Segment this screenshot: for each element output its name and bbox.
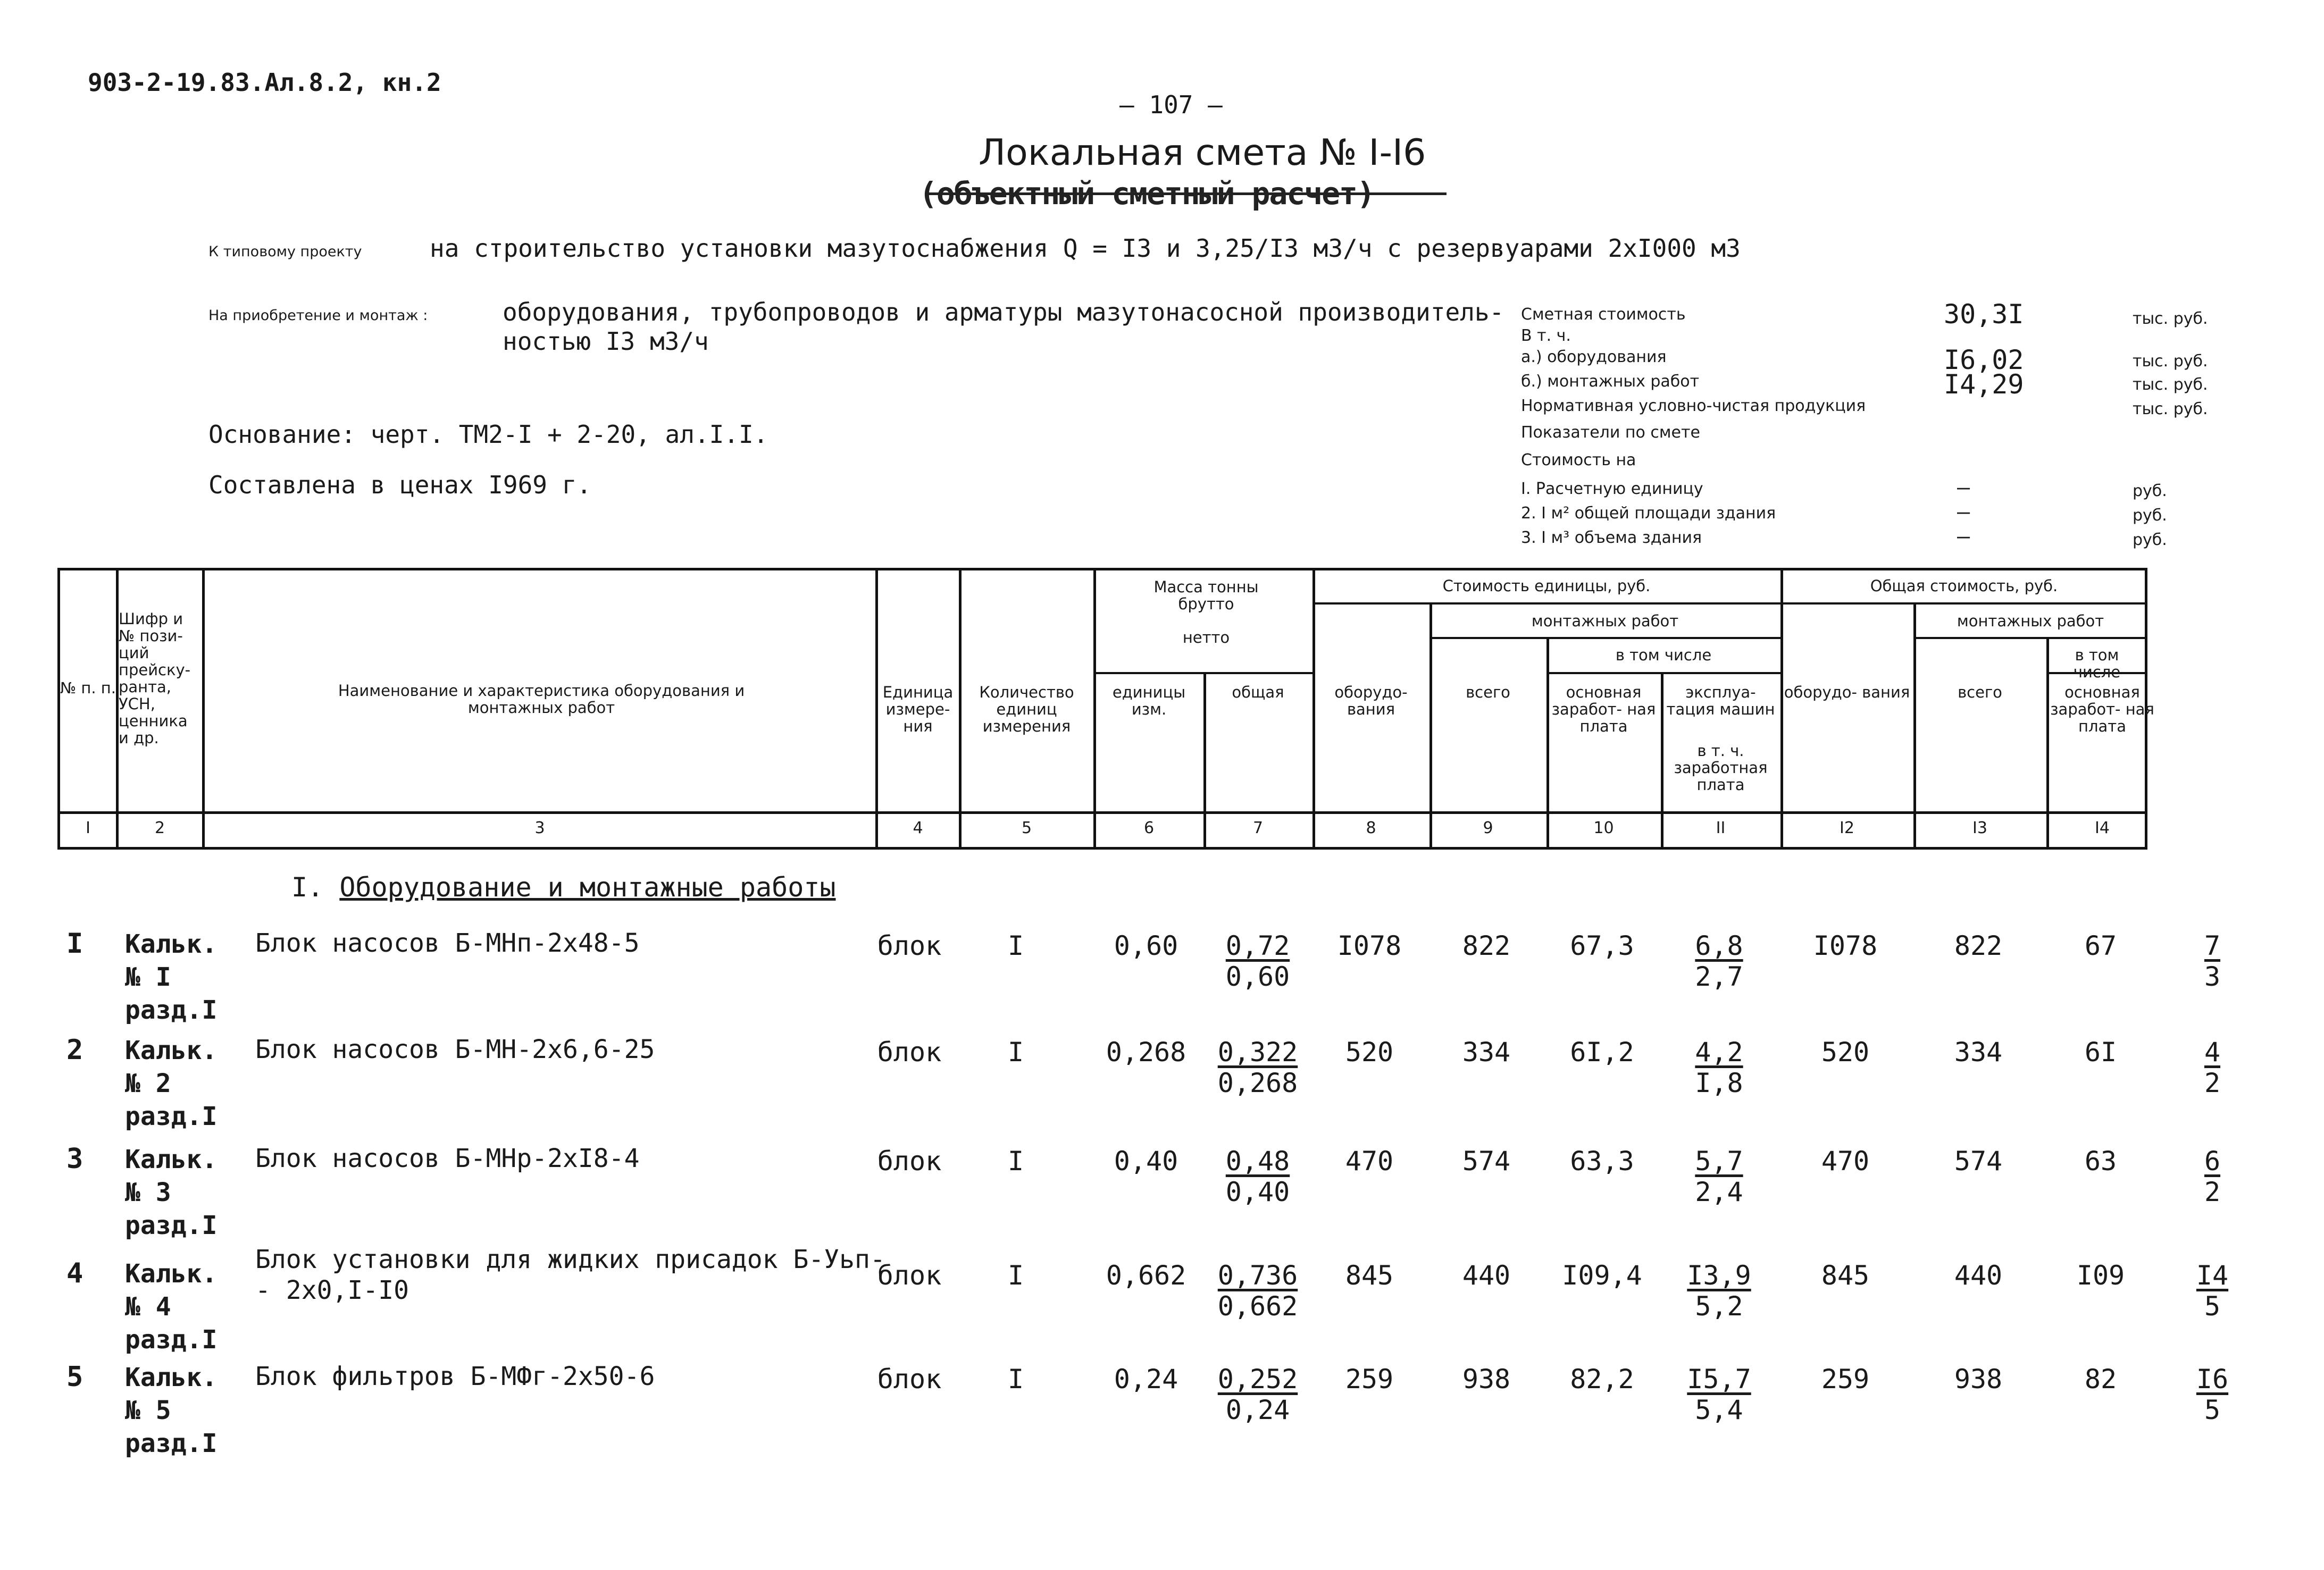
- row-machines-unit-top: 6,8: [1695, 930, 1743, 961]
- row-unit: блок: [877, 1364, 942, 1395]
- summary-value: –: [1957, 524, 1970, 549]
- header-mass-netto: нетто: [1182, 628, 1230, 647]
- row-machines-total-top: 6: [2204, 1146, 2221, 1177]
- row-number: 4: [66, 1257, 83, 1289]
- summary-unit: тыс. руб.: [2133, 400, 2208, 418]
- row-code: [125, 1361, 217, 1460]
- row-name-line: - 2х0,I-I0: [255, 1275, 409, 1305]
- table-header: [57, 568, 2147, 850]
- header-col8: оборудо- вания: [1334, 683, 1408, 718]
- row-name: [255, 928, 639, 959]
- row-machines-total-bottom: 5: [2204, 1291, 2221, 1322]
- row-equipment-unit-cost: I078: [1337, 930, 1402, 961]
- row-install-total: 440: [1954, 1260, 2003, 1291]
- col-number: 4: [913, 819, 923, 837]
- row-install-total-unit: 334: [1462, 1037, 1511, 1068]
- row-wage-total: 82: [2084, 1364, 2117, 1395]
- row-mass-unit: 0,40: [1114, 1146, 1178, 1177]
- summary-label: 2. I м² общей площади здания: [1521, 504, 1776, 523]
- header-col10: основная заработ- ная плата: [1551, 683, 1656, 735]
- section-name: Оборудование и монтажные работы: [339, 872, 836, 903]
- row-mass-unit: 0,60: [1114, 930, 1178, 961]
- summary-unit: тыс. руб.: [2133, 375, 2208, 394]
- group-line: [1429, 637, 1780, 639]
- group-line: [1546, 672, 1780, 674]
- row-code: [125, 1143, 217, 1242]
- section-number: I.: [291, 872, 324, 903]
- header-install-works: монтажных работ: [1531, 612, 1679, 630]
- row-mass-total: [1205, 1364, 1311, 1425]
- summary-unit: тыс. руб.: [2133, 352, 2208, 371]
- summary-value: –: [1957, 475, 1970, 500]
- row-unit: блок: [877, 1260, 942, 1291]
- row-machines-total-bottom: 2: [2204, 1068, 2221, 1098]
- row-machines-total-top: 7: [2204, 930, 2221, 961]
- summary-value: I6,02: [1944, 345, 2024, 375]
- row-mass-total-bottom: 0,662: [1217, 1291, 1298, 1322]
- col-number: 10: [1593, 819, 1614, 837]
- header-col9: всего: [1466, 683, 1510, 701]
- basis-text: Основание: черт. ТМ2-I + 2-20, ал.I.I.: [208, 420, 768, 449]
- table-border-top: [57, 568, 2147, 570]
- col-border: [202, 568, 205, 850]
- row-number: 3: [66, 1143, 83, 1175]
- row-machines-unit-top: 4,2: [1695, 1037, 1743, 1068]
- row-name-line: Блок фильтров Б-МФг-2х50-6: [255, 1362, 655, 1391]
- row-machines-unit-bottom: 5,4: [1695, 1395, 1743, 1425]
- row-unit: блок: [877, 1146, 942, 1177]
- summary-label: Сметная стоимость: [1521, 305, 1686, 324]
- col-number: I2: [1840, 819, 1854, 837]
- row-machines-total: [2159, 930, 2266, 992]
- summary-unit: руб.: [2133, 506, 2167, 525]
- row-machines-total-top: I6: [2196, 1364, 2229, 1395]
- header-col1: № п. п.: [60, 679, 116, 697]
- prices-text: Составлена в ценах I969 г.: [208, 471, 592, 499]
- header-col14: основная заработ- ная плата: [2050, 683, 2154, 735]
- row-install-total-unit: 938: [1462, 1364, 1511, 1395]
- row-code-line: № 4: [125, 1292, 171, 1322]
- row-code: [125, 1257, 217, 1356]
- page-number: — 107 —: [1119, 90, 1223, 119]
- row-name: [255, 1143, 639, 1174]
- row-equipment-total-cost: I078: [1813, 930, 1878, 961]
- summary-label: 3. I м³ объема здания: [1521, 528, 1702, 547]
- header-col6: единицы изм.: [1112, 683, 1186, 718]
- summary-value: –: [1957, 500, 1970, 524]
- row-mass-total: [1205, 1037, 1311, 1098]
- row-machines-total-bottom: 3: [2204, 961, 2221, 992]
- row-machines-unit: [1662, 930, 1776, 992]
- row-unit: блок: [877, 1037, 942, 1068]
- purpose-line-2: ностью I3 м3/ч: [503, 327, 709, 356]
- row-wage-total: 67: [2084, 930, 2117, 961]
- col-border: [1093, 568, 1096, 850]
- col-number: 5: [1021, 819, 1032, 837]
- row-machines-unit-top: 5,7: [1695, 1146, 1743, 1177]
- header-col7: общая: [1232, 683, 1284, 701]
- row-equipment-total-cost: 470: [1821, 1146, 1870, 1177]
- row-machines-total: [2159, 1146, 2266, 1207]
- summary-label: В т. ч.: [1521, 326, 1571, 345]
- row-mass-unit: 0,268: [1106, 1037, 1186, 1068]
- row-machines-unit: [1662, 1146, 1776, 1207]
- header-col11-wage: в т. ч. заработная плата: [1674, 742, 1768, 794]
- row-mass-total-top: 0,72: [1225, 930, 1290, 961]
- row-mass-total-bottom: 0,40: [1225, 1177, 1290, 1207]
- row-code-line: № 5: [125, 1396, 171, 1425]
- row-machines-total-top: I4: [2196, 1260, 2229, 1291]
- col-number: I4: [2095, 819, 2110, 837]
- col-number: 8: [1366, 819, 1376, 837]
- row-code-line: Кальк.: [125, 1259, 218, 1289]
- header-divider: [57, 811, 2147, 814]
- summary-label: Нормативная условно-чистая продукция: [1521, 397, 1866, 415]
- row-code-line: № I: [125, 962, 171, 992]
- summary-label: б.) монтажных работ: [1521, 372, 1700, 391]
- row-code-line: № 3: [125, 1178, 171, 1207]
- row-code-line: разд.I: [125, 1102, 218, 1131]
- header-mass-group: Масса тонны брутто: [1153, 578, 1259, 613]
- row-equipment-total-cost: 845: [1821, 1260, 1870, 1291]
- summary-unit: тыс. руб.: [2133, 309, 2208, 328]
- row-machines-unit: [1662, 1364, 1776, 1425]
- row-machines-unit-bottom: 2,7: [1695, 961, 1743, 992]
- row-install-total: 334: [1954, 1037, 2003, 1068]
- table-border-bottom: [57, 847, 2147, 850]
- row-code-line: Кальк.: [125, 929, 218, 959]
- row-machines-unit-top: I3,9: [1687, 1260, 1751, 1291]
- row-equipment-unit-cost: 259: [1345, 1364, 1394, 1395]
- header-incl: в том числе: [1615, 646, 1712, 664]
- row-code: [125, 928, 217, 1027]
- row-install-wage-unit: 63,3: [1570, 1146, 1634, 1177]
- summary-value: I4,29: [1944, 369, 2024, 400]
- row-name-line: Блок насосов Б-МН-2х6,6-25: [255, 1035, 655, 1064]
- row-mass-total: [1205, 1146, 1311, 1207]
- row-install-total-unit: 440: [1462, 1260, 1511, 1291]
- row-machines-unit-bottom: 5,2: [1695, 1291, 1743, 1322]
- row-machines-unit: [1662, 1260, 1776, 1322]
- row-install-wage-unit: 67,3: [1570, 930, 1634, 961]
- col-border: [1546, 637, 1549, 850]
- summary-label: I. Расчетную единицу: [1521, 480, 1703, 498]
- row-unit: блок: [877, 930, 942, 961]
- row-wage-total: I09: [2076, 1260, 2125, 1291]
- header-col3: Наименование и характеристика оборудования и монтажных работ: [338, 682, 745, 717]
- row-install-total: 938: [1954, 1364, 2003, 1395]
- group-line: [1780, 602, 2147, 605]
- row-name-line: Блок насосов Б-МНр-2хI8-4: [255, 1144, 640, 1173]
- row-install-total: 822: [1954, 930, 2003, 961]
- header-incl-total: в том числе: [2073, 646, 2121, 681]
- row-machines-total-top: 4: [2204, 1037, 2221, 1068]
- row-name-line: Блок установки для жидких присадок Б-Уьп-: [255, 1245, 885, 1274]
- row-qty: I: [1007, 1364, 1024, 1395]
- row-machines-unit-top: I5,7: [1687, 1364, 1751, 1395]
- row-install-total-unit: 822: [1462, 930, 1511, 961]
- row-install-wage-unit: I09,4: [1562, 1260, 1642, 1291]
- row-code-line: Кальк.: [125, 1363, 218, 1392]
- row-number: 5: [66, 1361, 83, 1393]
- purpose-label: На приобретение и монтаж :: [208, 307, 428, 324]
- section-title: [291, 872, 836, 903]
- row-equipment-total-cost: 520: [1821, 1037, 1870, 1068]
- header-col11-machines: эксплуа- тация машин: [1666, 683, 1775, 718]
- col-number: 2: [154, 819, 165, 837]
- row-mass-total-bottom: 0,60: [1225, 961, 1290, 992]
- row-number: I: [66, 928, 83, 960]
- row-mass-total-top: 0,252: [1217, 1364, 1298, 1395]
- header-col5: Количество единиц измерения: [979, 683, 1074, 735]
- row-machines-total-bottom: 2: [2204, 1177, 2221, 1207]
- row-equipment-total-cost: 259: [1821, 1364, 1870, 1395]
- strikethrough-line: [925, 192, 1447, 195]
- col-number: I: [86, 819, 90, 837]
- row-equipment-unit-cost: 845: [1345, 1260, 1394, 1291]
- row-name-line: Блок насосов Б-МНп-2х48-5: [255, 928, 640, 958]
- group-line: [1093, 672, 1313, 674]
- row-name: [255, 1034, 655, 1065]
- row-mass-total-top: 0,736: [1217, 1260, 1298, 1291]
- header-col2: Шифр и № пози- ций прейску- ранта, УСН, ценника и др.: [119, 610, 191, 747]
- document-code: 903-2-19.83.Ал.8.2, кн.2: [88, 68, 441, 97]
- row-machines-unit-bottom: 2,4: [1695, 1177, 1743, 1207]
- summary-unit: руб.: [2133, 482, 2167, 500]
- row-wage-total: 63: [2084, 1146, 2117, 1177]
- col-number: 6: [1143, 819, 1155, 837]
- row-code-line: Кальк.: [125, 1145, 218, 1174]
- col-border: [57, 568, 60, 850]
- row-code-line: разд.I: [125, 1211, 218, 1240]
- col-number: 9: [1483, 819, 1493, 837]
- header-total-cost-group: Общая стоимость, руб.: [1870, 577, 2058, 595]
- row-install-wage-unit: 82,2: [1570, 1364, 1634, 1395]
- row-mass-unit: 0,662: [1106, 1260, 1186, 1291]
- row-machines-total: [2159, 1364, 2266, 1425]
- row-qty: I: [1007, 1037, 1024, 1068]
- row-machines-total: [2159, 1037, 2266, 1098]
- row-machines-unit-bottom: I,8: [1695, 1068, 1743, 1098]
- row-machines-total-bottom: 5: [2204, 1395, 2221, 1425]
- col-border: [1780, 568, 1783, 850]
- header-col4: Единица измере- ния: [882, 683, 954, 735]
- page-title: Локальная смета № I-I6: [979, 132, 1426, 174]
- row-code-line: разд.I: [125, 1429, 218, 1458]
- header-install-works-total: монтажных работ: [1957, 612, 2104, 630]
- row-equipment-unit-cost: 470: [1345, 1146, 1394, 1177]
- row-code-line: № 2: [125, 1069, 171, 1098]
- summary-value: 30,3I: [1944, 299, 2024, 330]
- row-machines-total: [2159, 1260, 2266, 1322]
- row-install-total: 574: [1954, 1146, 2003, 1177]
- row-qty: I: [1007, 930, 1024, 961]
- group-line: [1913, 637, 2147, 639]
- row-name: [255, 1361, 655, 1392]
- group-line: [1313, 602, 1780, 605]
- row-mass-unit: 0,24: [1114, 1364, 1178, 1395]
- row-mass-total-bottom: 0,268: [1217, 1068, 1298, 1098]
- row-name: [255, 1244, 885, 1306]
- row-mass-total: [1205, 1260, 1311, 1322]
- row-number: 2: [66, 1034, 83, 1066]
- col-number: 3: [534, 819, 545, 837]
- row-qty: I: [1007, 1260, 1024, 1291]
- col-border: [1913, 602, 1916, 850]
- header-unit-cost-group: Стоимость единицы, руб.: [1442, 577, 1651, 595]
- row-mass-total-top: 0,48: [1225, 1146, 1290, 1177]
- header-col13: всего: [1958, 683, 2002, 701]
- row-code: [125, 1034, 217, 1133]
- summary-unit: руб.: [2133, 531, 2167, 549]
- row-qty: I: [1007, 1146, 1024, 1177]
- row-code-line: разд.I: [125, 1325, 218, 1355]
- row-code-line: Кальк.: [125, 1036, 218, 1065]
- col-number: I3: [1972, 819, 1987, 837]
- col-border: [1429, 602, 1432, 850]
- row-code-line: разд.I: [125, 995, 218, 1025]
- summary-label: а.) оборудования: [1521, 348, 1667, 366]
- row-equipment-unit-cost: 520: [1345, 1037, 1394, 1068]
- project-text: на строительство установки мазутоснабжения Q = I3 и 3,25/I3 м3/ч с резервуарами 2хI000 м3: [430, 234, 1741, 263]
- col-number: II: [1716, 819, 1726, 837]
- row-mass-total-top: 0,322: [1217, 1037, 1298, 1068]
- project-label: К типовому проекту: [208, 244, 362, 260]
- summary-label: Стоимость на: [1521, 451, 1636, 469]
- row-machines-unit: [1662, 1037, 1776, 1098]
- col-number: 7: [1252, 819, 1264, 837]
- purpose-line-1: оборудования, трубопроводов и арматуры мазутонасосной производитель-: [503, 298, 1504, 326]
- row-install-wage-unit: 6I,2: [1570, 1037, 1634, 1068]
- row-mass-total-bottom: 0,24: [1225, 1395, 1290, 1425]
- row-wage-total: 6I: [2084, 1037, 2117, 1068]
- row-install-total-unit: 574: [1462, 1146, 1511, 1177]
- row-mass-total: [1205, 930, 1311, 992]
- crossed-out-subtitle: (объектный сметный расчет): [919, 175, 1374, 212]
- summary-label: Показатели по смете: [1521, 423, 1700, 442]
- header-col12: оборудо- вания: [1784, 683, 1910, 701]
